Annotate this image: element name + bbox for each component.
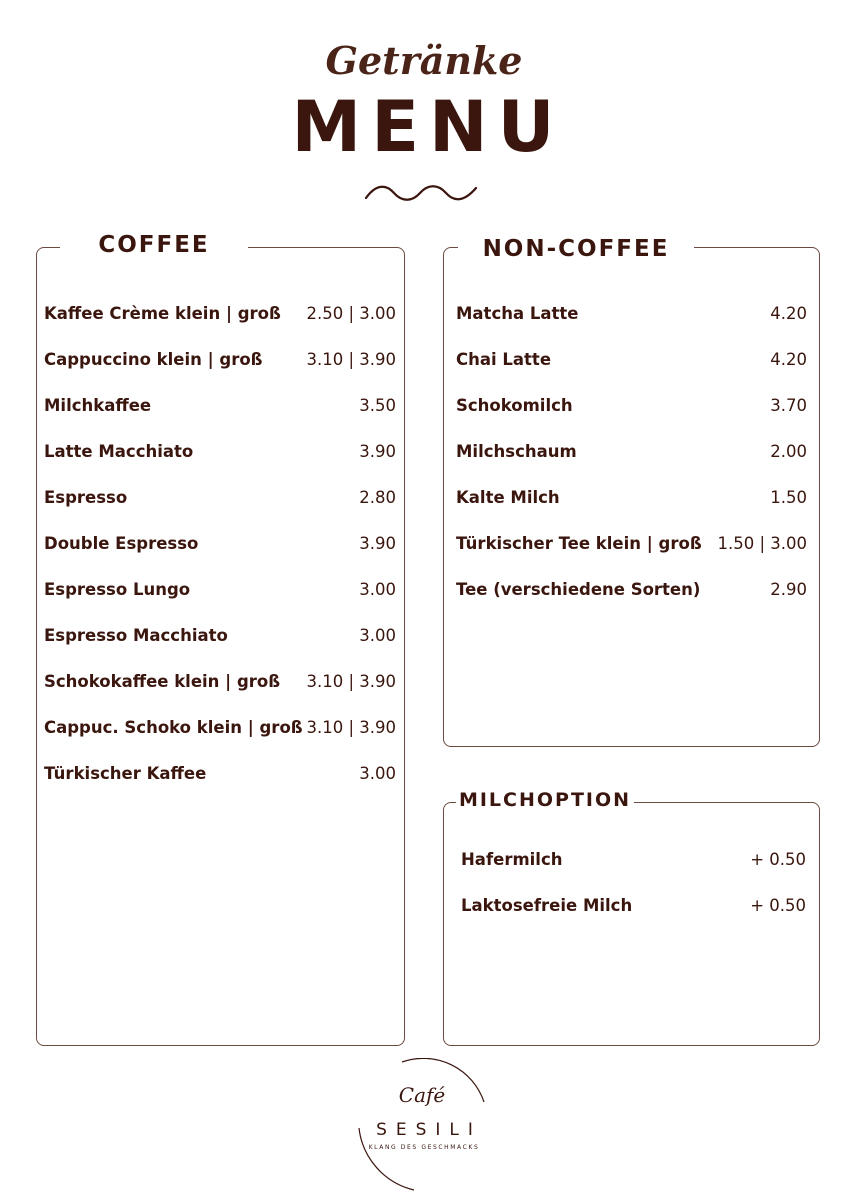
menu-item-row	[456, 577, 807, 601]
logo-name-text: SESILI	[376, 1120, 482, 1140]
menu-item-price: 4.20	[770, 349, 807, 369]
menu-item-row	[456, 485, 807, 509]
menu-item-price: 3.90	[359, 533, 396, 553]
menu-item-name: Kalte Milch	[456, 487, 560, 507]
menu-item-row	[44, 761, 396, 785]
menu-item-price: 2.80	[359, 487, 396, 507]
menu-item-row	[461, 893, 806, 917]
menu-item-row	[44, 347, 396, 371]
menu-item-row	[44, 485, 396, 509]
coffee-section-title: COFFEE	[60, 232, 248, 258]
menu-item-row	[44, 669, 396, 693]
menu-item-row	[456, 301, 807, 325]
menu-item-row	[461, 847, 806, 871]
menu-item-name: Espresso	[44, 487, 128, 507]
menu-item-price: 3.90	[359, 441, 396, 461]
menu-item-row	[44, 301, 396, 325]
menu-item-name: Milchschaum	[456, 441, 577, 461]
menu-item-price: 4.20	[770, 303, 807, 323]
menu-item-row	[456, 347, 807, 371]
menu-title: MENU	[291, 86, 565, 168]
menu-item-price: 2.00	[770, 441, 807, 461]
menu-item-price: 2.50 | 3.00	[306, 303, 396, 323]
menu-item-price: 3.00	[359, 625, 396, 645]
menu-item-name: Milchkaffee	[44, 395, 152, 415]
logo-tagline: KLANG DES GESCHMACKS	[368, 1144, 480, 1151]
menu-item-row	[456, 393, 807, 417]
milk-option-section-title: MILCHOPTION	[456, 789, 634, 811]
menu-item-price: + 0.50	[750, 849, 806, 869]
menu-item-price: 3.50	[359, 395, 396, 415]
menu-item-row	[456, 531, 807, 555]
menu-item-name: Double Espresso	[44, 533, 199, 553]
menu-item-name: Türkischer Kaffee	[44, 763, 207, 783]
menu-item-name: Chai Latte	[456, 349, 552, 369]
menu-item-price: 1.50 | 3.00	[717, 533, 807, 553]
menu-item-name: Espresso Macchiato	[44, 625, 228, 645]
menu-item-price: 3.10 | 3.90	[306, 349, 396, 369]
menu-item-row	[44, 715, 396, 739]
menu-item-price: 1.50	[770, 487, 807, 507]
menu-item-row	[44, 393, 396, 417]
menu-item-name: Espresso Lungo	[44, 579, 191, 599]
menu-item-name: Cappuc. Schoko klein | groß	[44, 717, 303, 737]
menu-item-name: Schokomilch	[456, 395, 573, 415]
menu-item-row	[44, 623, 396, 647]
menu-item-price: 3.70	[770, 395, 807, 415]
menu-item-row	[44, 439, 396, 463]
menu-item-row	[456, 439, 807, 463]
menu-item-name: Cappuccino klein | groß	[44, 349, 263, 369]
menu-item-name: Schokokaffee klein | groß	[44, 671, 281, 691]
menu-item-name: Tee (verschiedene Sorten)	[456, 579, 701, 599]
non-coffee-section-title: NON-COFFEE	[458, 236, 694, 262]
menu-item-name: Latte Macchiato	[44, 441, 194, 461]
menu-item-price: 3.00	[359, 579, 396, 599]
menu-item-price: 3.10 | 3.90	[306, 671, 396, 691]
menu-item-price: + 0.50	[750, 895, 806, 915]
menu-item-name: Matcha Latte	[456, 303, 579, 323]
menu-subtitle: Getränke	[325, 38, 523, 83]
menu-item-price: 3.10 | 3.90	[306, 717, 396, 737]
menu-item-name: Kaffee Crème klein | groß	[44, 303, 281, 323]
milk-option-section	[443, 802, 820, 1046]
menu-item-name: Laktosefreie Milch	[461, 895, 633, 915]
menu-item-name: Türkischer Tee klein | groß	[456, 533, 702, 553]
menu-item-row	[44, 531, 396, 555]
menu-item-name: Hafermilch	[461, 849, 563, 869]
logo-cafe-text: Café	[398, 1083, 446, 1107]
wave-divider	[364, 182, 478, 204]
menu-item-row	[44, 577, 396, 601]
menu-item-price: 2.90	[770, 579, 807, 599]
menu-item-price: 3.00	[359, 763, 396, 783]
